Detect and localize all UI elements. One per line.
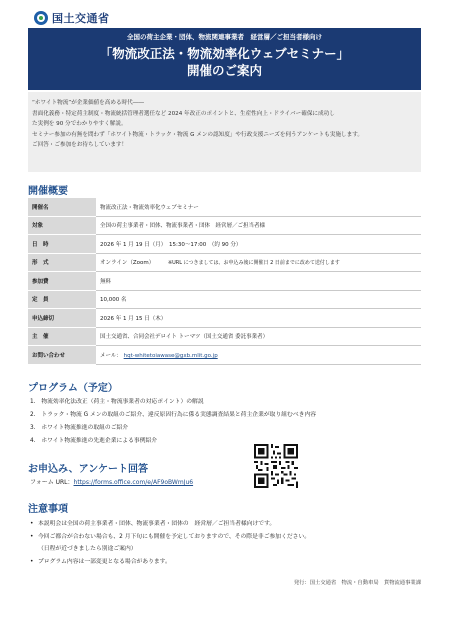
list-item: 4. ホワイト物流推進の先進企業による事例紹介	[30, 438, 158, 444]
intro-line: ご回答・ご参加をお待ちしています！	[32, 142, 128, 148]
row-label: 定 員	[28, 290, 96, 309]
table-row	[28, 253, 421, 272]
logo-text: 国土交通省	[52, 12, 110, 25]
mlit-logo-icon	[34, 11, 48, 25]
bullet-icon: •	[30, 533, 34, 540]
list-item	[30, 531, 310, 544]
cautions-list	[30, 518, 310, 568]
row-value: 無料	[96, 272, 421, 291]
table-row	[28, 309, 421, 328]
intro-line: セミナー参加の有無を問わず「ホワイト物流・トラック・物流 G メンの認知度」や行政支援ニーズを伺うアンケートも実施します。	[32, 131, 363, 138]
qr-code-icon[interactable]	[254, 444, 298, 488]
row-label: 対象	[28, 216, 96, 235]
overview-heading: 開催概要	[28, 186, 68, 197]
contact-email-link[interactable]: hqt-whitetoiawase@gxb.mlit.go.jp	[123, 352, 218, 359]
table-row	[28, 235, 421, 254]
banner-title-line-2: 開催のご案内	[186, 63, 262, 78]
row-label: 参加費	[28, 272, 96, 291]
table-row	[28, 327, 421, 346]
row-value: 10,000 名	[96, 290, 421, 309]
cautions-heading: 注意事項	[28, 504, 68, 515]
row-value: 2026 年 1 月 19 日（月） 15:30～17:00 （約 90 分）	[96, 235, 421, 254]
table-row	[28, 346, 421, 365]
list-item: 1. 物流効率化法改正（荷主・物流事業者の対応ポイント）の解説	[30, 399, 204, 405]
intro-box	[28, 92, 421, 172]
table-row	[28, 272, 421, 291]
row-value-contact	[96, 346, 421, 365]
title-banner	[28, 28, 421, 90]
intro-line: 書面化義務・特定荷主制度・物流統括管理者選任など 2024 年改正のポイントと、生産性向上・ドライバー確保に成功し	[32, 110, 335, 117]
list-item-text: 今回ご都合が合わない場合も、2 月下旬にも開催を予定しておりますので、その際是非ご参加ください。	[38, 533, 311, 540]
table-row	[28, 216, 421, 235]
list-item: 2. トラック・物流 G メンの取組のご紹介、違反原因行為に係る実態調査結果と荷主企業が取り組むべき内容	[30, 412, 317, 418]
logo	[34, 10, 110, 26]
format-note: ※URL につきましては、お申込み後に開催日 2 日前までに改めて送付します	[167, 260, 340, 267]
bullet-icon: •	[30, 558, 34, 565]
row-label: 形 式	[28, 253, 96, 272]
row-value: 物流改正法・物流効率化ウェブセミナー	[96, 198, 421, 216]
banner-title-line-1: 「物流改正法・物流効率化ウェブセミナー」	[99, 46, 350, 61]
table-row	[28, 290, 421, 309]
list-item-text: （日程が近づきましたら別途ご案内）	[38, 546, 137, 552]
bullet-icon: •	[30, 521, 34, 527]
row-label: 申込締切	[28, 309, 96, 328]
row-label: 開催名	[28, 198, 96, 216]
list-item-text: プログラム内容は一部変更となる場合があります。	[38, 558, 171, 565]
list-item	[30, 543, 310, 556]
overview-table	[28, 198, 421, 365]
form-url-link[interactable]: https://forms.office.com/e/AF9oBWmJu6	[73, 479, 194, 486]
list-item-text: 本説明会は全国の荷主事業者・団体、物流事業者・団体の 経営層／ご担当者様向けです。	[38, 521, 276, 527]
row-value-format	[96, 253, 421, 272]
format-value: オンライン（Zoom）	[100, 260, 155, 267]
banner-subtitle: 全国の荷主企業・団体、物流関連事業者 経営層／ご担当者様向け	[127, 33, 322, 41]
program-heading: プログラム（予定）	[28, 383, 118, 394]
form-url-row	[30, 477, 193, 486]
intro-line: “ホワイト物流”が企業価値を高める時代――	[32, 100, 144, 106]
list-item	[30, 556, 310, 569]
row-value: 2026 年 1 月 15 日（木）	[96, 309, 421, 328]
list-item	[30, 518, 310, 531]
apply-heading: お申込み、アンケート回答	[28, 464, 148, 475]
row-value: 全国の荷主事業者・団体、物流事業者・団体 経営層／ご担当者様	[96, 216, 421, 235]
list-item: 3. ホワイト物流推進の取組のご紹介	[30, 425, 129, 431]
row-label: 主 催	[28, 327, 96, 346]
publisher-footer: 発行：国土交通省 物流・自動車局 貨物流通事業課	[293, 580, 421, 586]
email-label: メール：	[100, 352, 122, 359]
intro-line: た実例を 90 分でわかりやすく解説。	[32, 121, 127, 127]
form-url-label: フォーム URL：	[30, 479, 74, 486]
row-label: 日 時	[28, 235, 96, 254]
row-label: お問い合わせ	[28, 346, 96, 365]
table-row	[28, 198, 421, 216]
row-value: 国土交通省、合同会社デロイト トーマツ（国土交通省 委託事業者）	[96, 327, 421, 346]
program-list	[30, 396, 316, 448]
